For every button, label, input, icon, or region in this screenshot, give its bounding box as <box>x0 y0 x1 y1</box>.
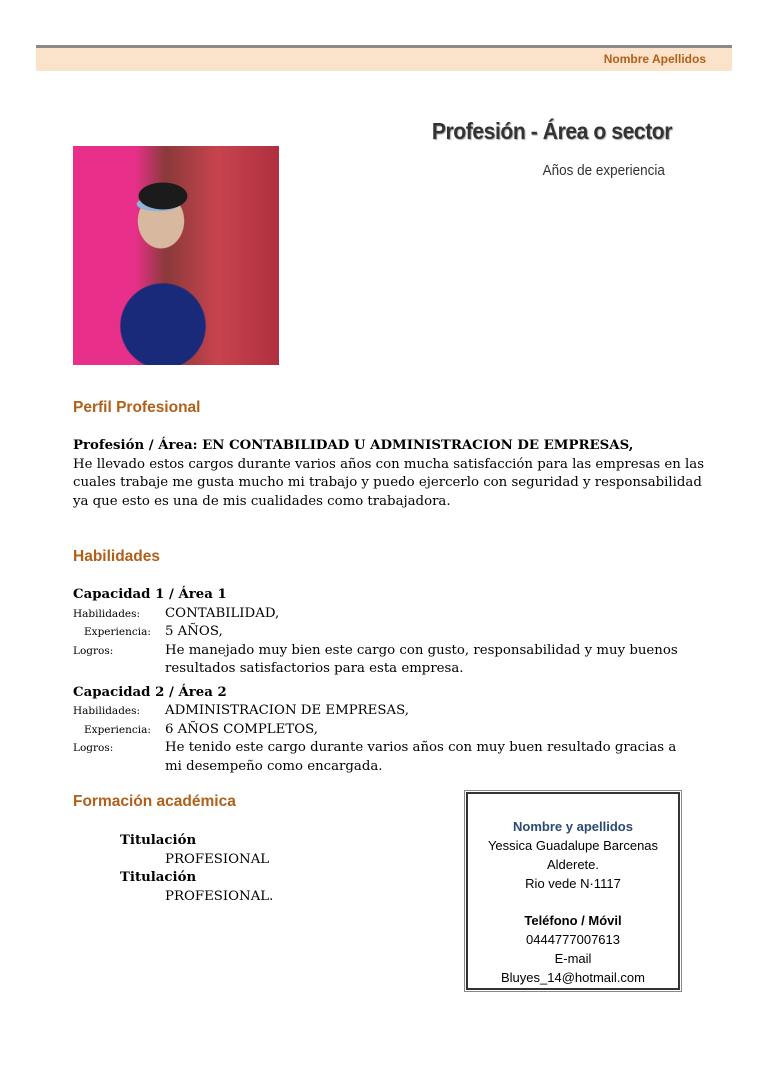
log-value: He tenido este cargo durante varios años con muy buen resultado gracias a mi desempeño como encargada. <box>165 740 677 774</box>
profile-photo <box>73 146 279 365</box>
exp-label: Experiencia: <box>84 626 151 638</box>
contact-phone: 0444777007613 <box>526 932 620 947</box>
contact-address: Rio vede N·1117 <box>525 876 621 891</box>
capacidad-title: Capacidad 1 / Área 1 <box>73 587 227 602</box>
habilidades-section <box>73 586 713 776</box>
contact-email-label: E-mail <box>554 951 592 966</box>
perfil-profession: Profesión / Área: EN CONTABILIDAD U ADMINISTRACION DE EMPRESAS, <box>73 438 634 453</box>
hab-value: ADMINISTRACION DE EMPRESAS, <box>165 703 409 718</box>
exp-value: 5 AÑOS, <box>165 624 223 639</box>
contact-name-cont: Alderete. <box>546 857 600 872</box>
log-label: Logros: <box>73 644 114 657</box>
log-label: Logros: <box>73 742 114 754</box>
perfil-body: He llevado estos cargos durante varios años con mucha satisfacción para las empresas en las cuales trabaje me gusta mucho mi trabajo y puedo ejercerlo con seguridad y responsabilidad ya que esto es una de mis cualidades como trabajadora. <box>73 456 705 509</box>
profession-title: Profesión - Área o sector <box>431 118 672 144</box>
capacidad-2 <box>73 684 713 777</box>
habilidades-heading: Habilidades <box>73 548 160 565</box>
titulacion-value: PROFESIONAL. <box>165 888 274 904</box>
capacidad-title: Capacidad 2 / Área 2 <box>73 684 227 700</box>
perfil-heading: Perfil Profesional <box>73 399 201 416</box>
perfil-section <box>73 437 713 511</box>
titulacion-label: Titulación <box>120 833 197 848</box>
header-name: Nombre Apellidos <box>603 52 706 66</box>
titulacion-label: Titulación <box>120 870 197 885</box>
hab-label: Habilidades: <box>73 607 141 620</box>
hab-value: CONTABILIDAD, <box>165 605 280 621</box>
contact-name-label: Nombre y apellidos <box>513 819 633 834</box>
titulacion-value: PROFESIONAL <box>165 851 270 867</box>
formacion-section <box>120 832 420 906</box>
formacion-heading: Formación académica <box>73 793 236 810</box>
contact-email[interactable]: Bluyes_14@hotmail.com <box>501 970 645 985</box>
capacidad-1 <box>73 586 713 679</box>
exp-label: Experiencia: <box>84 723 151 736</box>
exp-value: 6 AÑOS COMPLETOS, <box>165 721 318 737</box>
experience-subtitle: Años de experiencia <box>542 162 665 179</box>
contact-name: Yessica Guadalupe Barcenas <box>487 838 659 853</box>
header-band <box>36 48 732 71</box>
contact-phone-label: Teléfono / Móvil <box>524 913 622 928</box>
contact-box <box>466 792 680 990</box>
log-value: He manejado muy bien este cargo con gusto, responsabilidad y muy buenos resultados satisfactorios para esta empresa. <box>165 642 678 676</box>
hab-label: Habilidades: <box>73 705 141 717</box>
